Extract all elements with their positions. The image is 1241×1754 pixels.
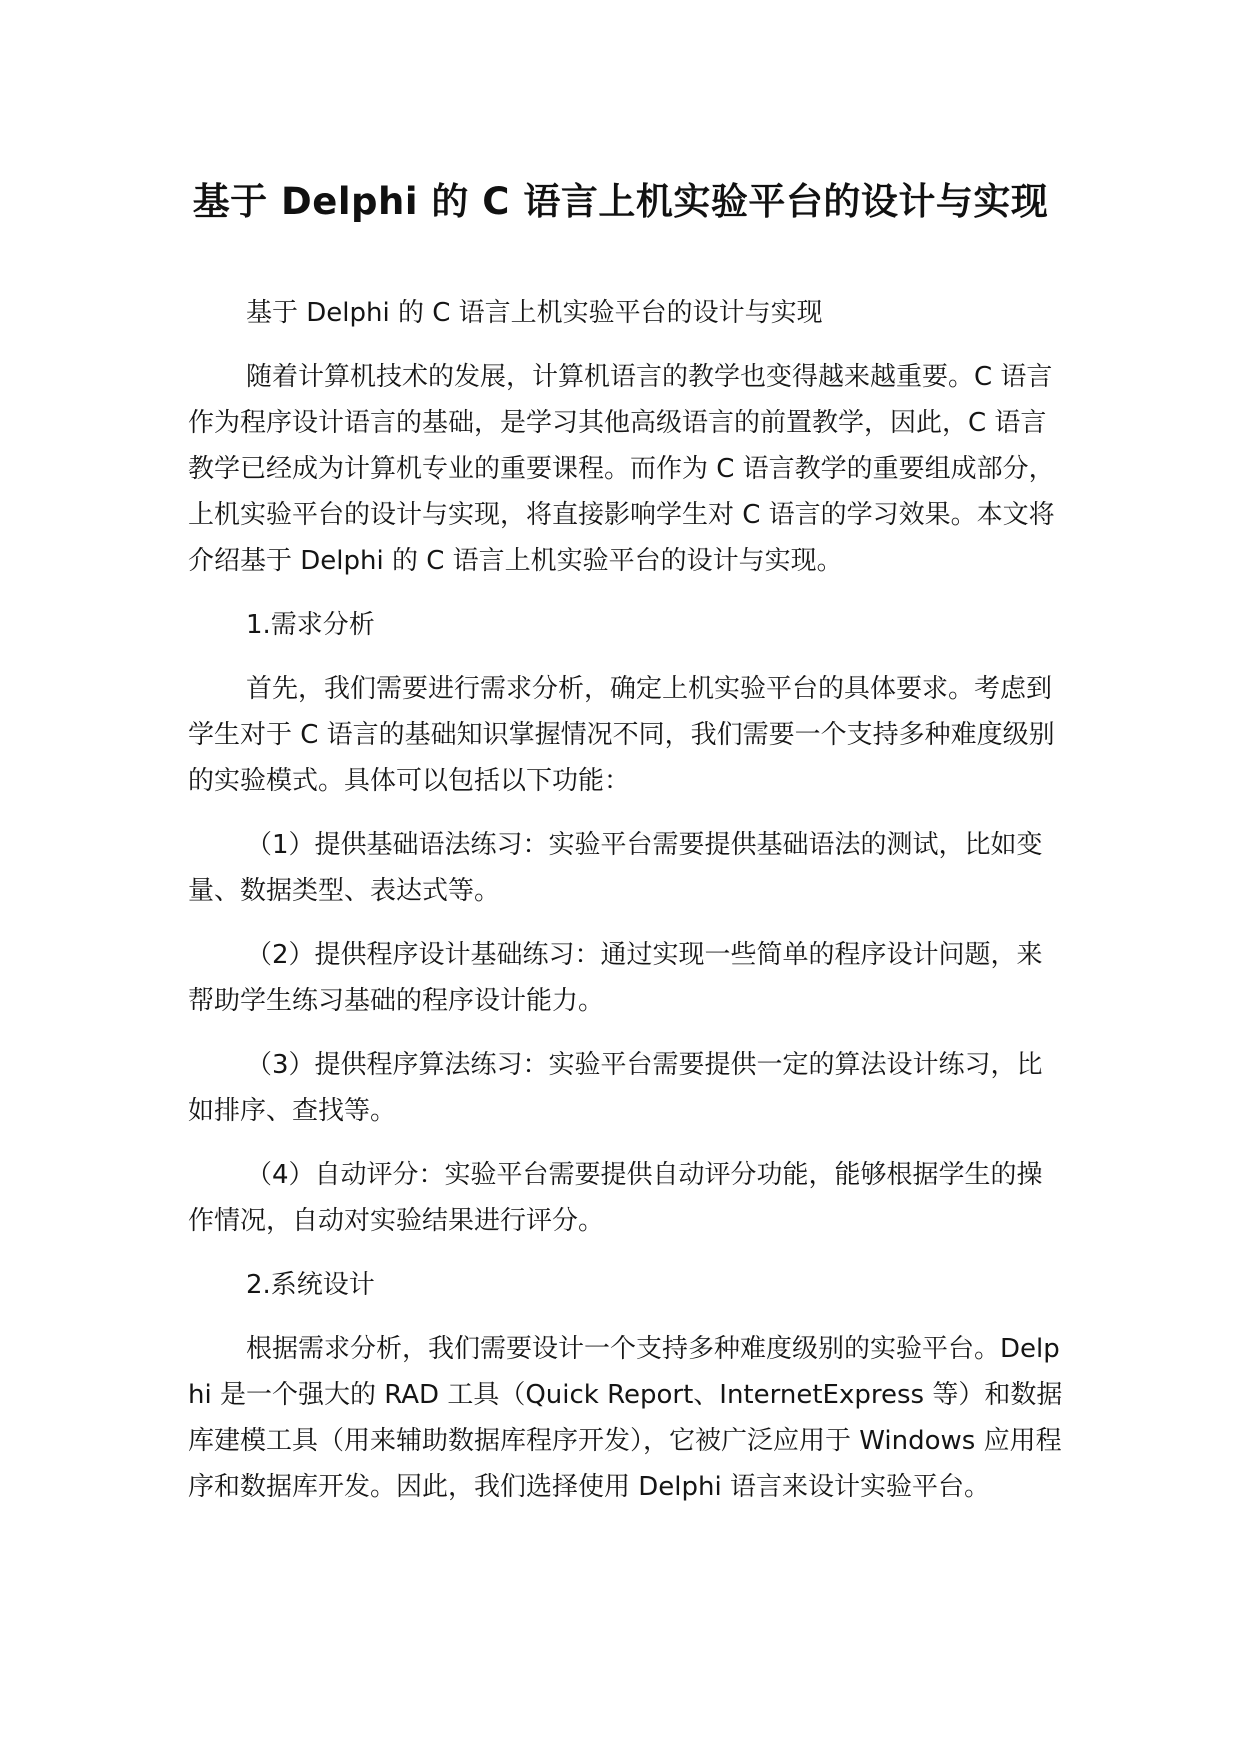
paragraph-subtitle: 基于 Delphi 的 C 语言上机实验平台的设计与实现 xyxy=(246,298,823,328)
section-heading-system-design: 2.系统设计 xyxy=(246,1270,375,1300)
document-title: 基于 Delphi 的 C 语言上机实验平台的设计与实现 xyxy=(192,180,1049,223)
section-heading-requirements: 1.需求分析 xyxy=(246,610,375,640)
list-item-algorithms: （3）提供程序算法练习：实验平台需要提供一定的算法设计练习，比如排序、查找等。 xyxy=(188,1050,1043,1126)
paragraph-requirements: 首先，我们需要进行需求分析，确定上机实验平台的具体要求。考虑到学生对于 C 语言的基础知识掌握情况不同，我们需要一个支持多种难度级别的实验模式。具体可以包括以下功能： xyxy=(188,674,1055,796)
paragraph-intro: 随着计算机技术的发展，计算机语言的教学也变得越来越重要。C 语言作为程序设计语言的基础，是学习其他高级语言的前置教学，因此，C 语言教学已经成为计算机专业的重要课程。而作为 C 语言教学的重要组成部分，上机实验平台的设计与实现，将直接影响学生对 C 语言的学习效果。本文将介绍基于 Delphi 的 C 语言上机实验平台的设计与实现。 xyxy=(188,362,1055,576)
document-body xyxy=(188,290,1068,1528)
paragraph-system-design: 根据需求分析，我们需要设计一个支持多种难度级别的实验平台。Delphi 是一个强大的 RAD 工具（Quick Report、InternetExpress 等）和数据库建模工具（用来辅助数据库程序开发），它被广泛应用于 Windows 应用程序和数据库开发。因此，我们选择使用 Delphi 语言来设计实验平台。 xyxy=(188,1334,1063,1502)
list-item-basic-syntax: （1）提供基础语法练习：实验平台需要提供基础语法的测试，比如变量、数据类型、表达式等。 xyxy=(188,830,1043,906)
list-item-auto-scoring: （4）自动评分：实验平台需要提供自动评分功能，能够根据学生的操作情况，自动对实验结果进行评分。 xyxy=(188,1160,1043,1236)
list-item-program-design: （2）提供程序设计基础练习：通过实现一些简单的程序设计问题，来帮助学生练习基础的程序设计能力。 xyxy=(188,940,1043,1016)
